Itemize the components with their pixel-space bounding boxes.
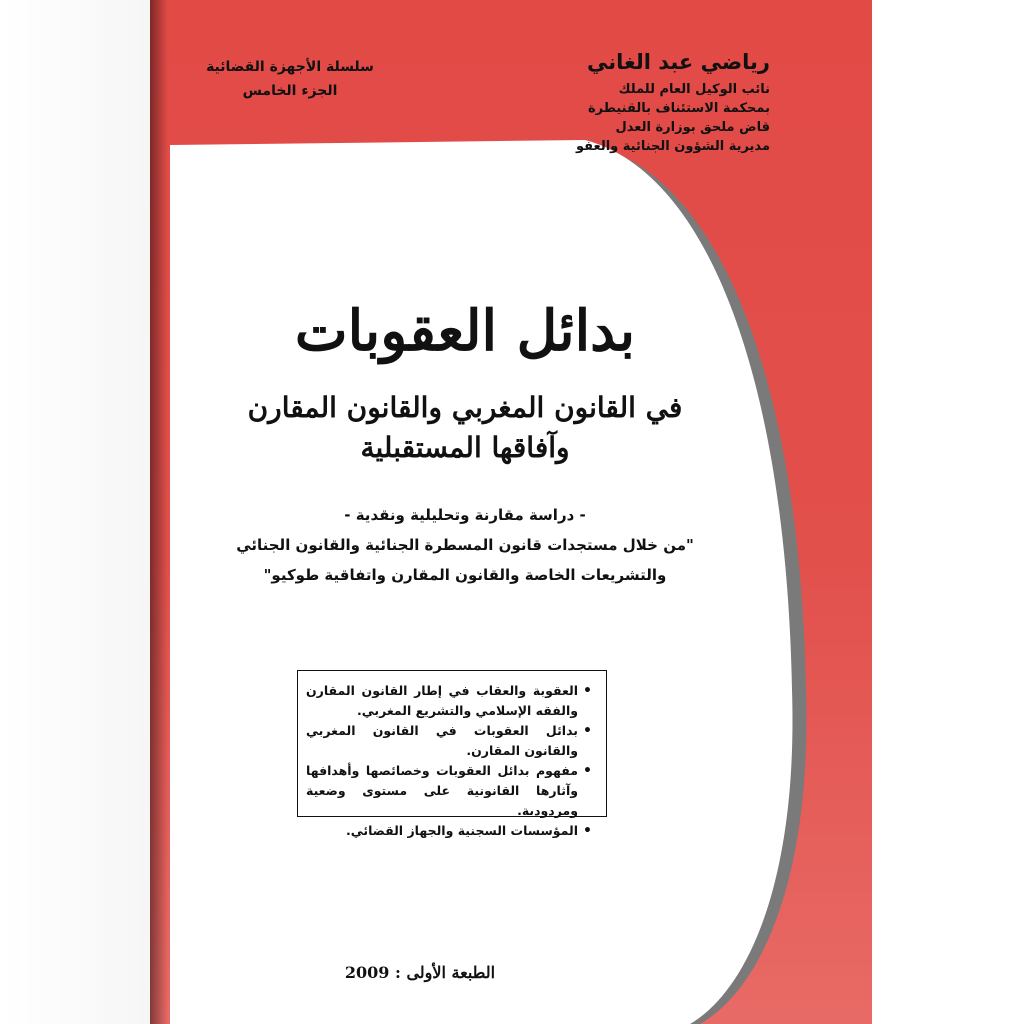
author-position: قاض ملحق بوزارة العدل xyxy=(615,120,770,135)
author-position: مديرية الشؤون الجنائية والعفو xyxy=(576,139,770,154)
series-part: الجزء الخامس xyxy=(242,83,338,99)
series-name: سلسلة الأجهزة القضائية xyxy=(206,59,374,75)
author-position: نائب الوكيل العام للملك xyxy=(618,82,770,97)
series-block xyxy=(200,55,380,103)
description-line: والتشريعات الخاصة والقانون المقارن واتفاقية طوكيو" xyxy=(263,566,667,584)
author-position: بمحكمة الاستئناف بالقنيطرة xyxy=(587,101,770,116)
author-block xyxy=(560,50,770,156)
author-name: رياضي عبد الغاني xyxy=(586,50,770,74)
book-title: بدائل العقوبات xyxy=(294,298,636,364)
study-description xyxy=(230,500,700,590)
book-subtitle xyxy=(230,388,700,468)
edition-label: الطبعة الأولى : 2009 xyxy=(344,963,496,982)
topic-item: • مفهوم بدائل العقوبات وخصائصها وأهدافها وآثارها القانونية على مستوى وضعية ومردودية. xyxy=(306,761,592,821)
topics-list xyxy=(298,671,606,847)
description-line: - دراسة مقارنة وتحليلية ونقدية - xyxy=(344,506,586,524)
description-line: "من خلال مستجدات قانون المسطرة الجنائية والقانون الجنائي xyxy=(236,536,694,554)
topic-item: • المؤسسات السجنية والجهاز القضائي. xyxy=(306,821,592,841)
subtitle-line: وآفاقها المستقبلية xyxy=(360,431,570,464)
topic-item: • العقوبة والعقاب في إطار القانون المقارن والفقه الإسلامي والتشريع المغربي. xyxy=(306,681,592,721)
topics-box xyxy=(297,670,607,838)
subtitle-line: في القانون المغربي والقانون المقارن xyxy=(247,391,683,424)
topic-item: • بدائل العقوبات في القانون المغربي والقانون المقارن. xyxy=(306,721,592,761)
